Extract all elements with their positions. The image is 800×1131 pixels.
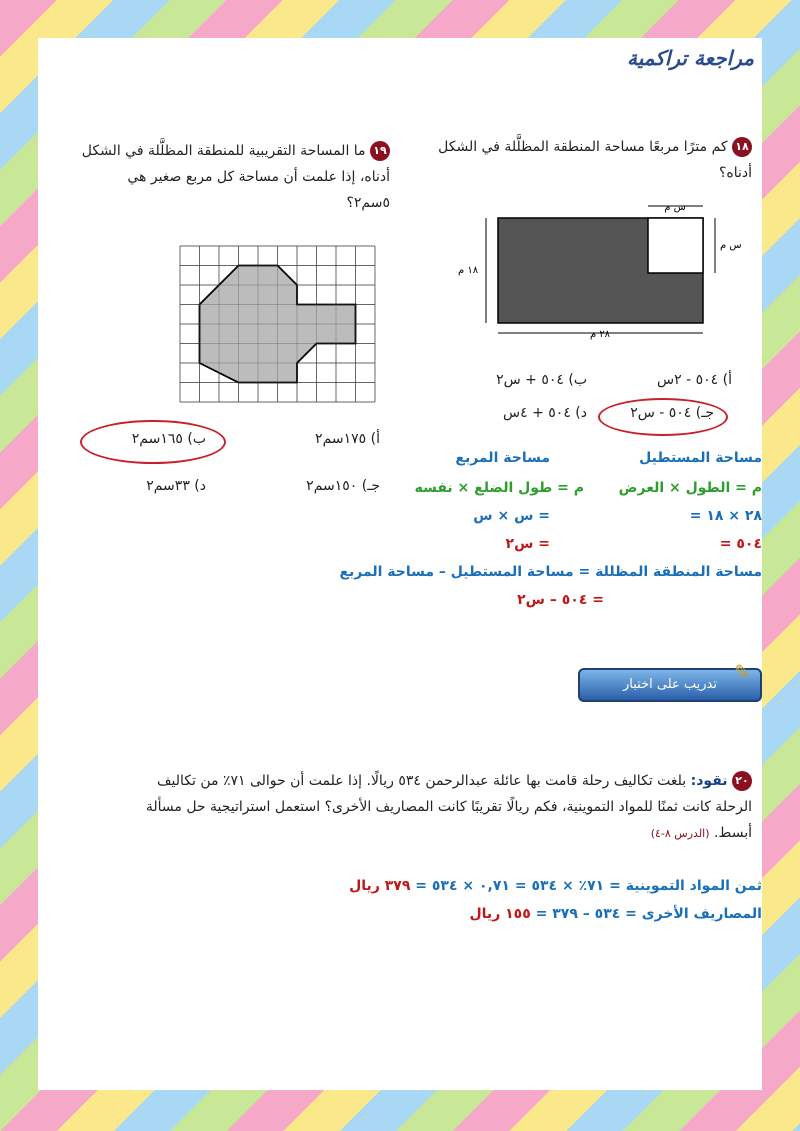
q18-option-c[interactable]: جـ) ٥٠٤ - س٢ <box>630 405 714 421</box>
rect-area-result: = ٥٠٤ <box>719 536 762 552</box>
q20-lesson-ref: (الدرس ٨-٤) <box>650 827 710 840</box>
q18-option-a[interactable]: أ) ٥٠٤ - ٢س <box>657 372 732 388</box>
q20-line2: الرحلة كانت ثمنًا للمواد التموينية، فكم ريالًا تقريبًا كانت المصاريف الأخرى؟ استعمل استراتيجية حل مسألة <box>145 799 752 815</box>
q19-option-a[interactable]: أ) ١٧٥سم٢ <box>315 431 380 447</box>
q20-keyword: نقود: <box>690 773 728 789</box>
square-area-step: = س × س <box>473 508 550 524</box>
q18-top-label: س م <box>664 202 686 213</box>
q18-option-d[interactable]: د) ٥٠٤ + ٤س <box>503 405 587 421</box>
q19-line3: ٥سم٢؟ <box>346 195 390 211</box>
q20-solution-line1 <box>349 878 762 894</box>
square-area-result: = س٢ <box>505 536 550 552</box>
q19-line2: أدناه، إذا علمت أن مساحة كل مربع صغير هي <box>127 169 390 185</box>
q20-solution-line2-value: ١٥٥ ريال <box>469 906 531 922</box>
q19-number: ١٩ <box>370 141 390 161</box>
shaded-area-line: مساحة المنطقة المظللة = مساحة المستطيل – مساحة المربع <box>339 564 762 580</box>
q20-line1: بلغت تكاليف رحلة قامت بها عائلة عبدالرحمن ٥٣٤ ريالًا. إذا علمت أن حوالى ٧١٪ من تكاليف <box>157 773 687 789</box>
q19-text <box>60 138 390 216</box>
pencil-icon: ✎ <box>734 660 751 684</box>
q19-grid-figure <box>180 246 380 406</box>
q20-solution-line1-value: ٣٧٩ ريال <box>349 878 411 894</box>
q18-number: ١٨ <box>732 137 752 157</box>
rect-area-title: مساحة المستطيل <box>639 450 762 466</box>
q20-solution-line2-label: المصاريف الأخرى = ٥٣٤ – ٣٧٩ = <box>535 906 762 922</box>
q18-option-b[interactable]: ب) ٥٠٤ + س٢ <box>496 372 587 388</box>
q20-text <box>62 768 752 847</box>
rect-area-step: = ٢٨ × ١٨ <box>689 508 762 524</box>
test-practice-badge: تدريب على اختبار <box>578 668 762 702</box>
page <box>38 38 762 1090</box>
q19-option-d[interactable]: د) ٣٣سم٢ <box>146 478 206 494</box>
q18-figure <box>458 198 742 340</box>
page-title: مراجعة تراكمية <box>626 46 754 70</box>
q19-option-b[interactable]: ب) ١٦٥سم٢ <box>131 431 206 447</box>
q18-left-label: ١٨ م <box>458 265 479 276</box>
square-area-title: مساحة المربع <box>455 450 550 466</box>
q19-line1: ما المساحة التقريبية للمنطقة المظلَّلة في الشكل <box>81 143 366 159</box>
q18-text <box>412 134 752 186</box>
q20-number: ٢٠ <box>732 771 752 791</box>
q18-line2: أدناه؟ <box>718 165 752 181</box>
q18-line1: كم مترًا مربعًا مساحة المنطقة المظلَّلة في الشكل <box>438 139 728 155</box>
q19-option-c[interactable]: جـ) ١٥٠سم٢ <box>306 478 380 494</box>
square-area-formula: م = طول الضلع × نفسه <box>414 480 584 496</box>
q18-right-label: س م <box>720 240 742 251</box>
shaded-area-result: = ٥٠٤ – س٢ <box>517 592 604 608</box>
q20-line3: أبسط. <box>713 825 752 841</box>
rect-area-formula: م = الطول × العرض <box>618 480 762 496</box>
q20-solution-line1-label: ثمن المواد التموينية = ٧١٪ × ٥٣٤ = ٠,٧١ × ٥٣٤ = <box>415 878 762 894</box>
q18-bottom-label: ٢٨ م <box>589 329 611 340</box>
q20-solution-line2 <box>470 906 762 922</box>
